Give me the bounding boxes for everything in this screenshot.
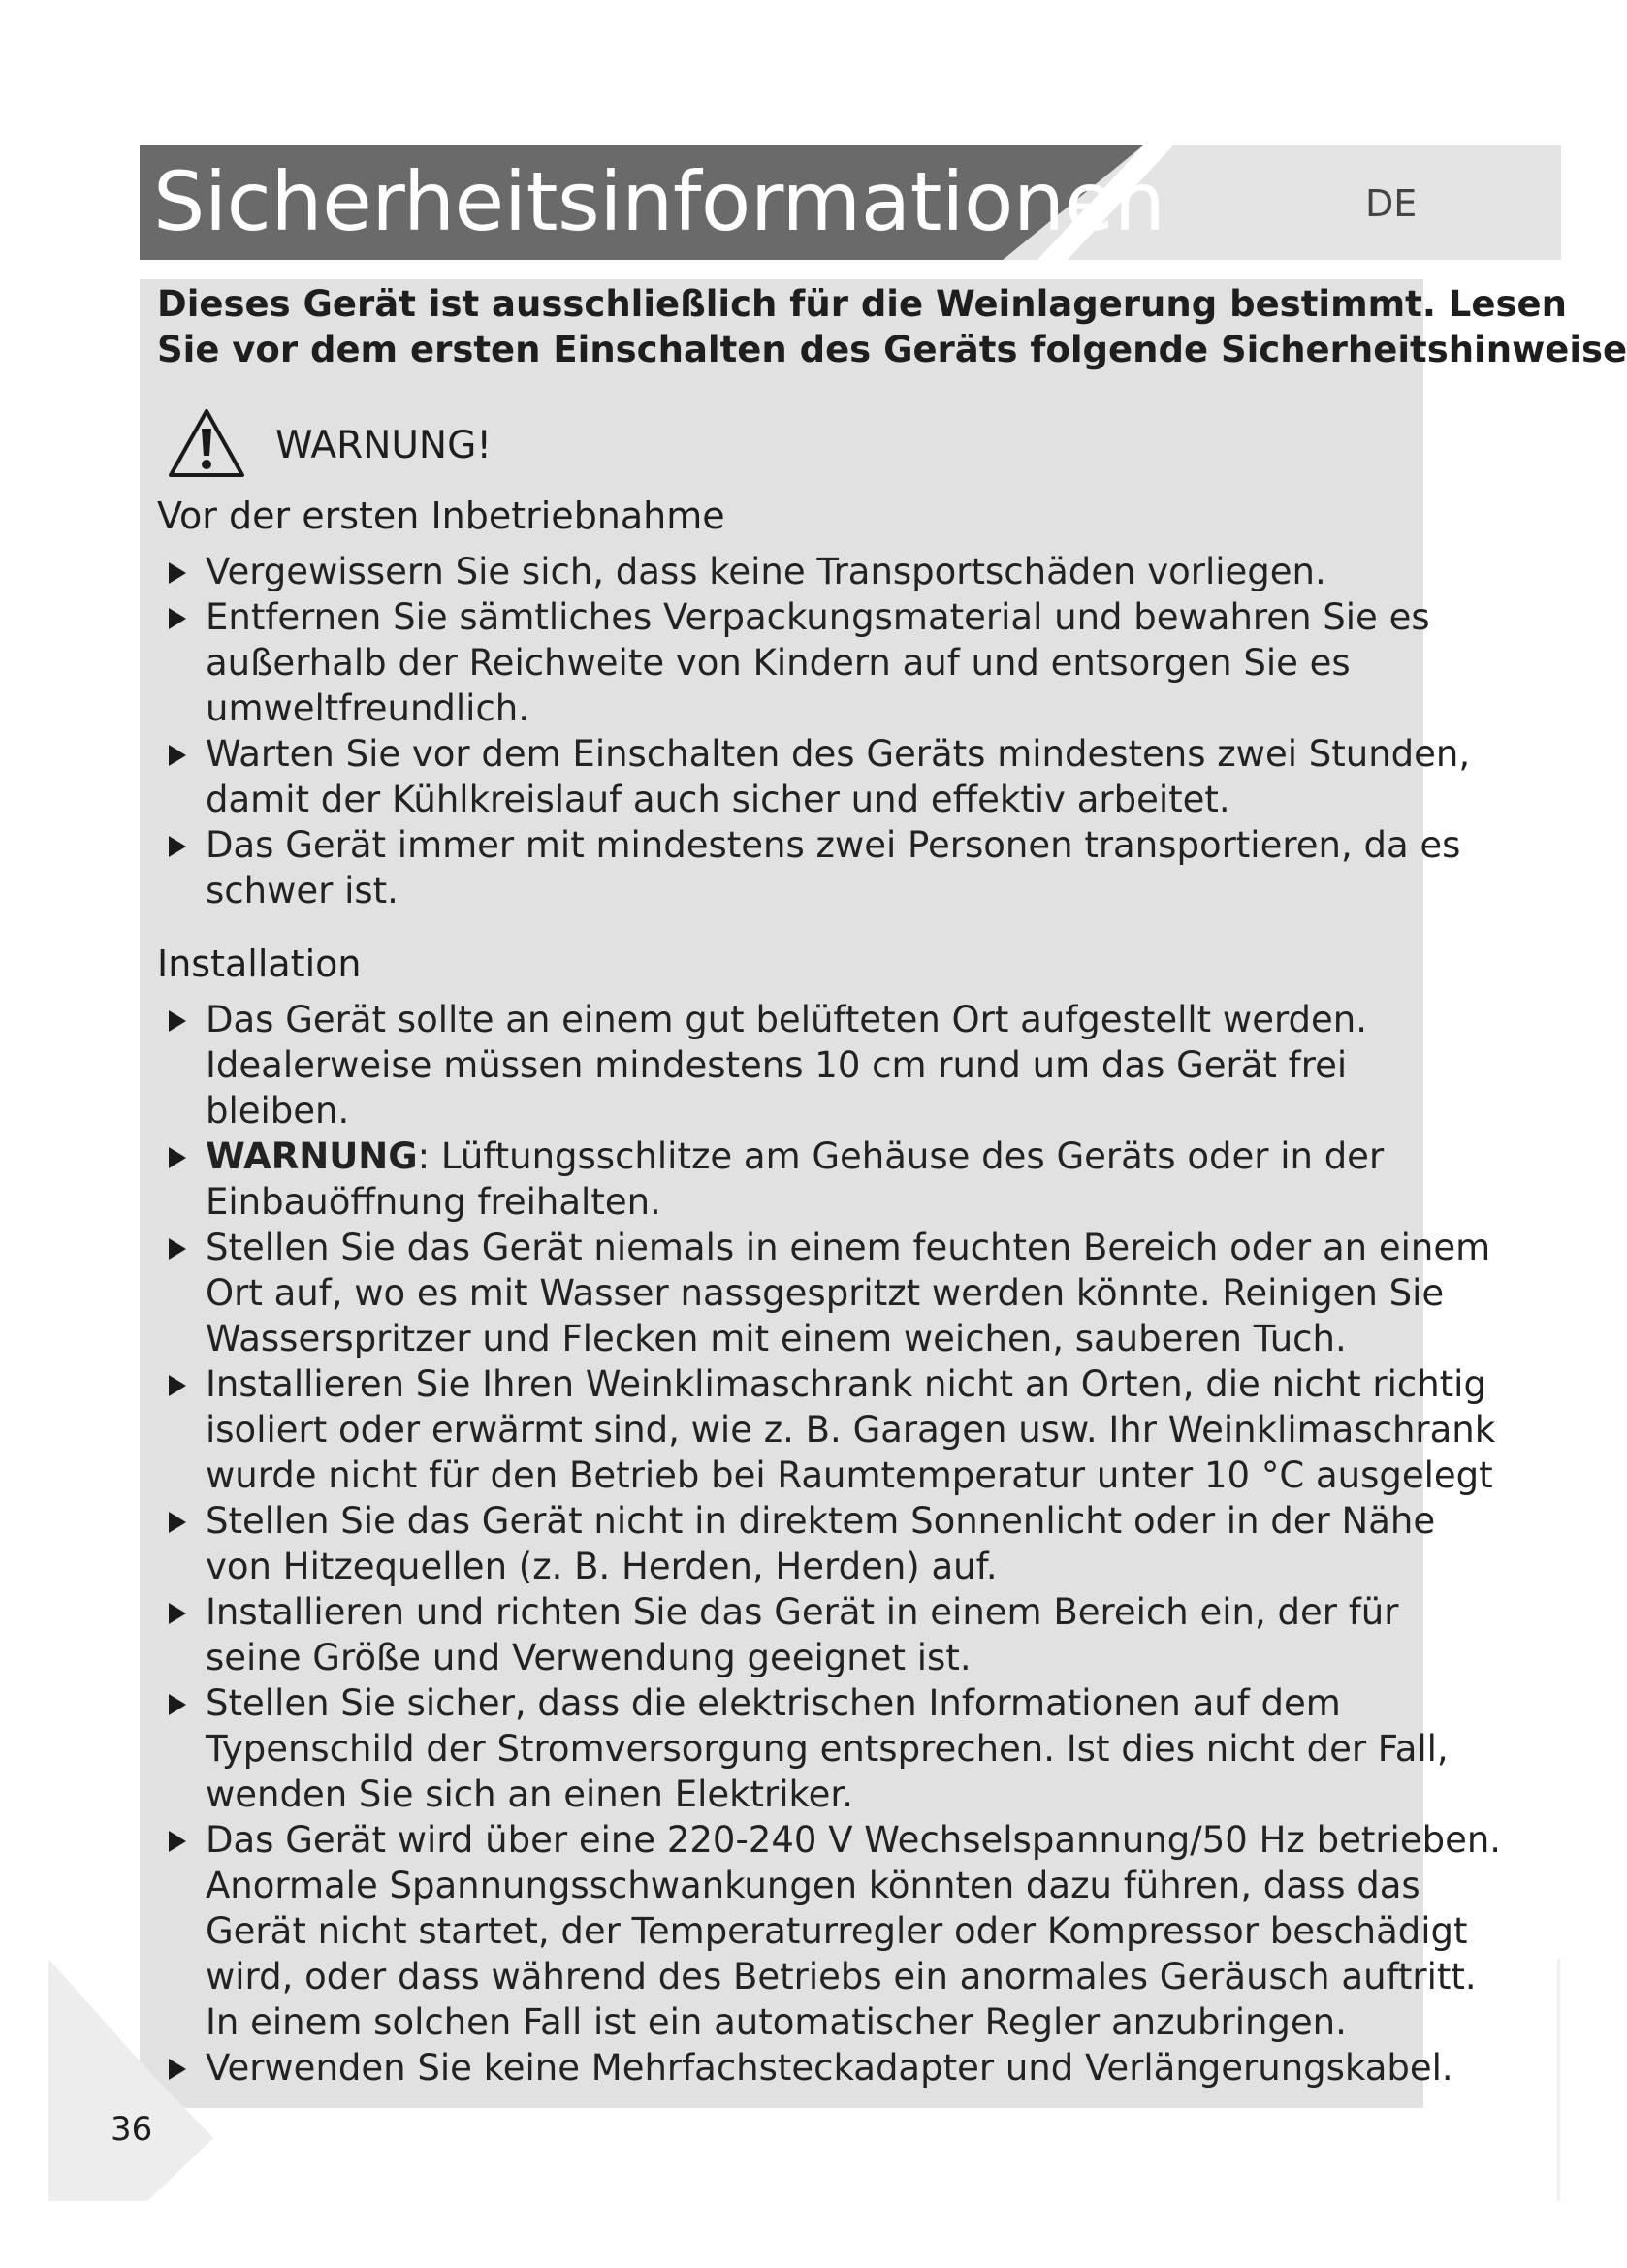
list-item-line: wurde nicht für den Betrieb bei Raumtemperatur unter 10 °C ausgelegt: [206, 1454, 1493, 1496]
list-item: [157, 1680, 1476, 1817]
list-item-line: schwer ist.: [206, 870, 399, 911]
installation-list: [157, 997, 1502, 2091]
list-item-line: umweltfreundlich.: [206, 687, 529, 729]
bullet-arrow-icon: [169, 1512, 186, 1533]
list-item-line: Typenschild der Stromversorgung entsprechen. Ist dies nicht der Fall,: [206, 1728, 1449, 1770]
list-item: [157, 1817, 1502, 2045]
bullet-arrow-icon: [169, 1603, 186, 1624]
list-item-line: Vergewissern Sie sich, dass keine Transportschäden vorliegen.: [206, 551, 1326, 592]
list-item-line: außerhalb der Reichweite von Kindern auf und entsorgen Sie es: [206, 642, 1351, 684]
warning-label: WARNUNG!: [275, 424, 492, 467]
list-item: [157, 1225, 1491, 1361]
warning-triangle-icon: [167, 407, 246, 479]
intro-text: [157, 281, 1627, 372]
list-item-line: Warten Sie vor dem Einschalten des Geräts mindestens zwei Stunden,: [206, 733, 1471, 775]
list-item: [157, 1498, 1476, 1589]
list-item-line: Stellen Sie das Gerät niemals in einem feuchten Bereich oder an einem: [206, 1227, 1491, 1268]
bullet-arrow-icon: [169, 1375, 186, 1396]
bullet-arrow-icon: [169, 2059, 186, 2080]
section-heading-first-use: Vor der ersten Inbetriebnahme: [157, 495, 725, 537]
list-item-line: bleiben.: [206, 1090, 350, 1132]
list-item: [157, 2045, 1476, 2091]
list-item: [157, 822, 1476, 913]
list-item: [157, 997, 1476, 1134]
intro-line: Sie vor dem ersten Einschalten des Geräts folgende Sicherheitshinweise: [157, 329, 1627, 370]
list-item-text: : Lüftungsschlitze am Gehäuse des Geräts oder in der: [417, 1135, 1385, 1177]
list-item-line: Das Gerät wird über eine 220-240 V Wechselspannung/50 Hz betrieben.: [206, 1819, 1502, 1861]
safety-panel: [140, 279, 1627, 2108]
list-item-line: Idealerweise müssen mindestens 10 cm rund um das Gerät frei: [206, 1044, 1348, 1086]
section-heading-installation: Installation: [157, 942, 362, 985]
list-item-line: wenden Sie sich an einen Elektriker.: [206, 1773, 853, 1815]
list-item-line: In einem solchen Fall ist ein automatischer Regler anzubringen.: [206, 2001, 1347, 2043]
bullet-arrow-icon: [169, 1010, 186, 1032]
list-item-line: seine Größe und Verwendung geeignet ist.: [206, 1637, 972, 1678]
list-item: [157, 1589, 1476, 1680]
page-number: 36: [111, 2110, 153, 2149]
list-item-line: Gerät nicht startet, der Temperaturregler oder Kompressor beschädigt: [206, 1910, 1468, 1952]
list-item-line: Installieren und richten Sie das Gerät in einem Bereich ein, der für: [206, 1591, 1399, 1633]
bullet-arrow-icon: [169, 745, 186, 766]
list-item-line: Stellen Sie sicher, dass die elektrischen Informationen auf dem: [206, 1682, 1341, 1724]
bullet-arrow-icon: [169, 608, 186, 629]
list-item-line: Entfernen Sie sämtliches Verpackungsmaterial und bewahren Sie es: [206, 596, 1430, 638]
list-item-line: damit der Kühlkreislauf auch sicher und effektiv arbeitet.: [206, 779, 1230, 820]
bullet-arrow-icon: [169, 1694, 186, 1715]
bullet-arrow-icon: [169, 1238, 186, 1260]
list-item: [157, 1134, 1476, 1225]
list-item-line: Anormale Spannungsschwankungen könnten dazu führen, dass das: [206, 1865, 1420, 1906]
list-item-line: Verwenden Sie keine Mehrfachsteckadapter und Verlängerungskabel.: [206, 2047, 1453, 2089]
list-item-line: Installieren Sie Ihren Weinklimaschrank nicht an Orten, die nicht richtig: [206, 1363, 1486, 1405]
warning-keyword: WARNUNG: [206, 1135, 418, 1177]
language-code: DE: [1365, 182, 1418, 225]
list-item-line: Das Gerät sollte an einem gut belüfteten Ort aufgestellt werden.: [206, 999, 1367, 1040]
list-item-line: Einbauöffnung freihalten.: [206, 1181, 661, 1223]
list-item-line: isoliert oder erwärmt sind, wie z. B. Garagen usw. Ihr Weinklimaschrank: [206, 1409, 1496, 1451]
list-item: [157, 1361, 1496, 1498]
bullet-arrow-icon: [169, 1147, 186, 1168]
list-item: [157, 731, 1476, 822]
page-title: Sicherheitsinformationen: [153, 154, 1165, 249]
list-item-line: Wasserspritzer und Flecken mit einem weichen, sauberen Tuch.: [206, 1318, 1347, 1359]
first-use-list: [157, 549, 1476, 913]
list-item-line: Stellen Sie das Gerät nicht in direktem Sonnenlicht oder in der Nähe: [206, 1500, 1436, 1542]
margin-rule: [1557, 1959, 1560, 2201]
bullet-arrow-icon: [169, 1831, 186, 1852]
bullet-arrow-icon: [169, 562, 186, 584]
bullet-arrow-icon: [169, 836, 186, 857]
list-item-line: Ort auf, wo es mit Wasser nassgespritzt werden könnte. Reinigen Sie: [206, 1272, 1445, 1314]
list-item-line: Das Gerät immer mit mindestens zwei Personen transportieren, da es: [206, 824, 1461, 866]
list-item-line: [206, 1134, 1476, 1179]
intro-line: Dieses Gerät ist ausschließlich für die Weinlagerung bestimmt. Lesen: [157, 283, 1567, 325]
list-item: [157, 594, 1476, 731]
list-item-line: wird, oder dass während des Betriebs ein anormales Geräusch auftritt.: [206, 1956, 1477, 1997]
list-item: [157, 549, 1476, 594]
list-item-line: von Hitzequellen (z. B. Herden, Herden) auf.: [206, 1546, 998, 1587]
